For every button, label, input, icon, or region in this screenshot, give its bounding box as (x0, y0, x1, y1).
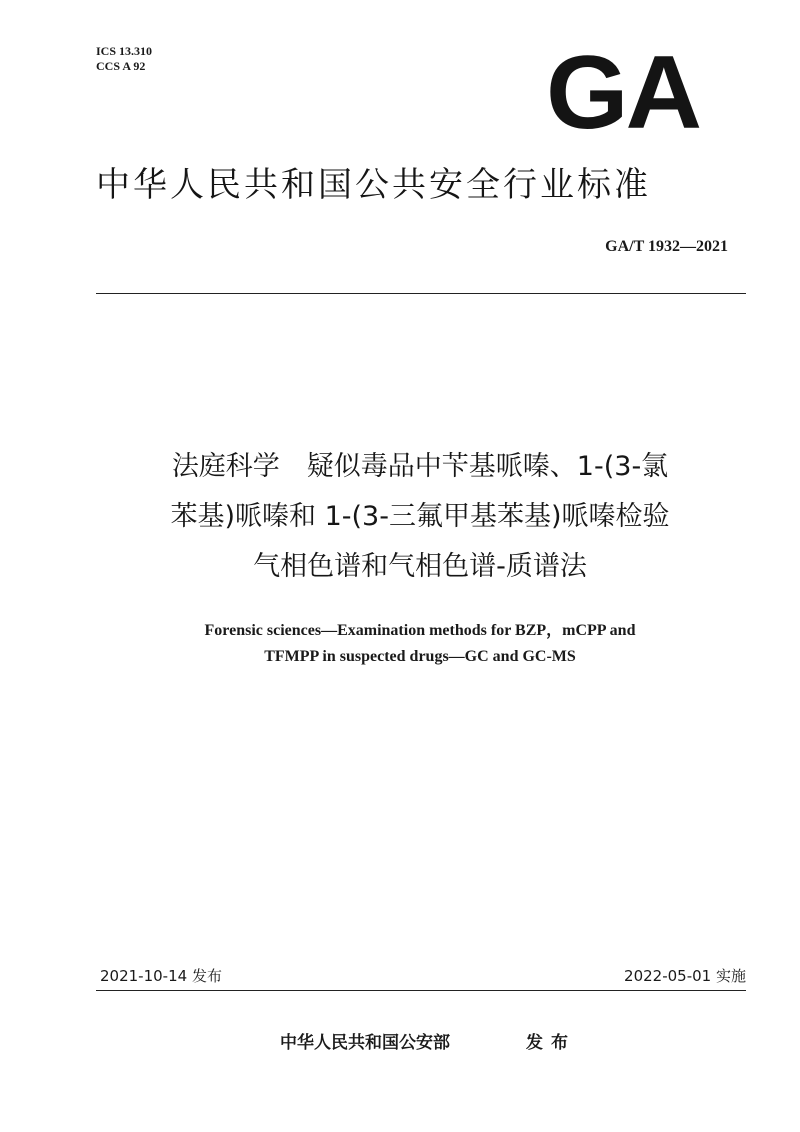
top-divider (96, 293, 746, 294)
standard-type: 中华人民共和国公共安全行业标准 (96, 165, 651, 205)
ga-logo: GA (546, 35, 699, 151)
implementation-date: 2022-05-01 实施 (624, 967, 746, 985)
chinese-title (80, 442, 760, 592)
chinese-title-line: 法庭科学 疑似毒品中苄基哌嗪、1-(3-氯 (171, 451, 669, 482)
english-title-line: Forensic sciences—Examination methods for BZP，mCPP and (204, 622, 636, 639)
issue-date: 2021-10-14 发布 (100, 967, 222, 985)
bottom-divider (96, 990, 746, 991)
ccs-code: CCS A 92 (96, 59, 146, 73)
issue-label: 发布 (526, 1033, 576, 1053)
chinese-title-line: 苯基)哌嗪和 1-(3-三氟甲基苯基)哌嗪检验 (170, 501, 670, 532)
issuing-authority: 中华人民共和国公安部 (280, 1033, 450, 1053)
chinese-title-line: 气相色谱和气相色谱-质谱法 (253, 551, 587, 582)
classification-codes (96, 44, 152, 74)
ics-code: ICS 13.310 (96, 44, 153, 58)
english-title (80, 618, 760, 670)
standard-number: GA/T 1932—2021 (605, 238, 728, 255)
english-title-line: TFMPP in suspected drugs—GC and GC-MS (264, 648, 576, 665)
